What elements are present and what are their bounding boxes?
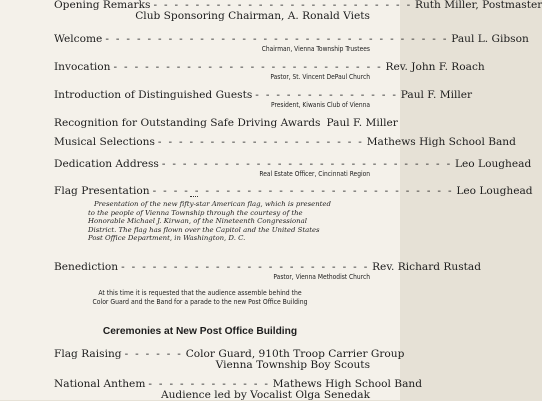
- program-item-welcome: [54, 33, 529, 45]
- program-item-subtitle: Real Estate Officer, Cincinnati Region: [259, 170, 370, 178]
- program-item-title: Recognition for Outstanding Safe Driving Awards: [54, 117, 321, 129]
- parade-note-line2: Color Guard and the Band for a parade to the new Post Office Building: [92, 298, 308, 306]
- program-item-speaker: Paul L. Gibson: [451, 33, 529, 45]
- ceremony-item-performer-line2: Vienna Township Boy Scouts: [215, 359, 370, 371]
- ceremony-item-performer: Mathews High School Band: [272, 378, 422, 390]
- program-item-introductions: [54, 89, 473, 101]
- program-item-music: [54, 136, 516, 148]
- program-item-subtitle: Pastor, St. Vincent DePaul Church: [270, 73, 370, 81]
- ceremony-item-performer: Color Guard, 910th Troop Carrier Group: [185, 348, 405, 360]
- dotted-leader: - - - - - - - - - - - - - -: [255, 89, 398, 101]
- program-item-speaker: Mathews High School Band: [366, 136, 516, 148]
- ceremony-item-title: Flag Raising: [54, 348, 122, 360]
- program-item-subtitle: Chairman, Vienna Township Trustees: [261, 45, 370, 53]
- ceremony-item-title: National Anthem: [54, 378, 146, 390]
- program-item-speaker: Leo Loughead: [456, 185, 533, 197]
- program-item-invocation: [54, 61, 485, 73]
- program-item-speaker: Paul F. Miller: [400, 89, 473, 101]
- dotted-leader: - - - - - - - - - - - - - - - - - - - - - - - - - - - - -: [152, 185, 454, 197]
- dotted-leader: - - - - - - - - - - - - - - - - - - - - - - - - - - - -: [161, 158, 452, 170]
- program-item-speaker: Leo Loughead: [454, 158, 532, 170]
- dotted-leader: - - - - - - - - - - - - - - - - - - - - - - - - -: [153, 0, 412, 11]
- program-item-speaker: Ruth Miller, Postmaster: [414, 0, 542, 11]
- program-item-speaker: Rev. John F. Roach: [385, 61, 485, 73]
- program-item-dedication: [54, 158, 532, 170]
- program-item-title: Flag Presentation: [54, 185, 150, 197]
- program-item-title: Opening Remarks: [54, 0, 151, 11]
- flag-presentation-description: [88, 200, 332, 243]
- program-item-benediction: [54, 261, 482, 273]
- dotted-leader: - - - - - - - - - - - -: [148, 378, 270, 390]
- program-item-title: Invocation: [54, 61, 111, 73]
- parade-note-line1: At this time it is requested that the audience assemble behind the: [98, 289, 302, 297]
- flag-presentation-text: Presentation of the new fifty-star American flag, which is presented to the people of Vienna Township through the courtesy of the Honorable Michael J. Kirwan, of the Nineteenth Congressional District. The flag has flown over the Capitol and the United States Post Office Department, in Washington, D. C.: [88, 200, 331, 243]
- program-item-subtitle: Pastor, Vienna Methodist Church: [273, 273, 370, 281]
- program-item-subtitle: President, Kiwanis Club of Vienna: [271, 101, 370, 109]
- program-item-speaker-line2: Club Sponsoring Chairman, A. Ronald Viets: [135, 10, 370, 22]
- program-item-title: Musical Selections: [54, 136, 155, 148]
- section-title: Ceremonies at New Post Office Building: [102, 326, 298, 337]
- dotted-leader: - - - - - - - - - - - - - - - - - - - -: [157, 136, 364, 148]
- fold-mark: [190, 196, 198, 198]
- dotted-leader: - - - - - -: [124, 348, 183, 360]
- dotted-leader: - - - - - - - - - - - - - - - - - - - - - - - - - - - - - - - - -: [105, 33, 449, 45]
- program-item-speaker: Rev. Richard Rustad: [372, 261, 482, 273]
- program-item-title: Benediction: [54, 261, 119, 273]
- program-item-flag-presentation: [54, 185, 533, 197]
- program-item-safe-driving: [54, 117, 398, 129]
- dotted-leader: - - - - - - - - - - - - - - - - - - - - - - - - - -: [113, 61, 383, 73]
- program-item-title: Introduction of Distinguished Guests: [54, 89, 253, 101]
- program-item-title: Dedication Address: [54, 158, 159, 170]
- program-item-title: Welcome: [54, 33, 103, 45]
- ceremony-item-performer-line2: Audience led by Vocalist Olga Senedak: [160, 389, 370, 401]
- dotted-leader: - - - - - - - - - - - - - - - - - - - - - - - -: [121, 261, 370, 273]
- program-item-speaker: Paul F. Miller: [326, 117, 398, 129]
